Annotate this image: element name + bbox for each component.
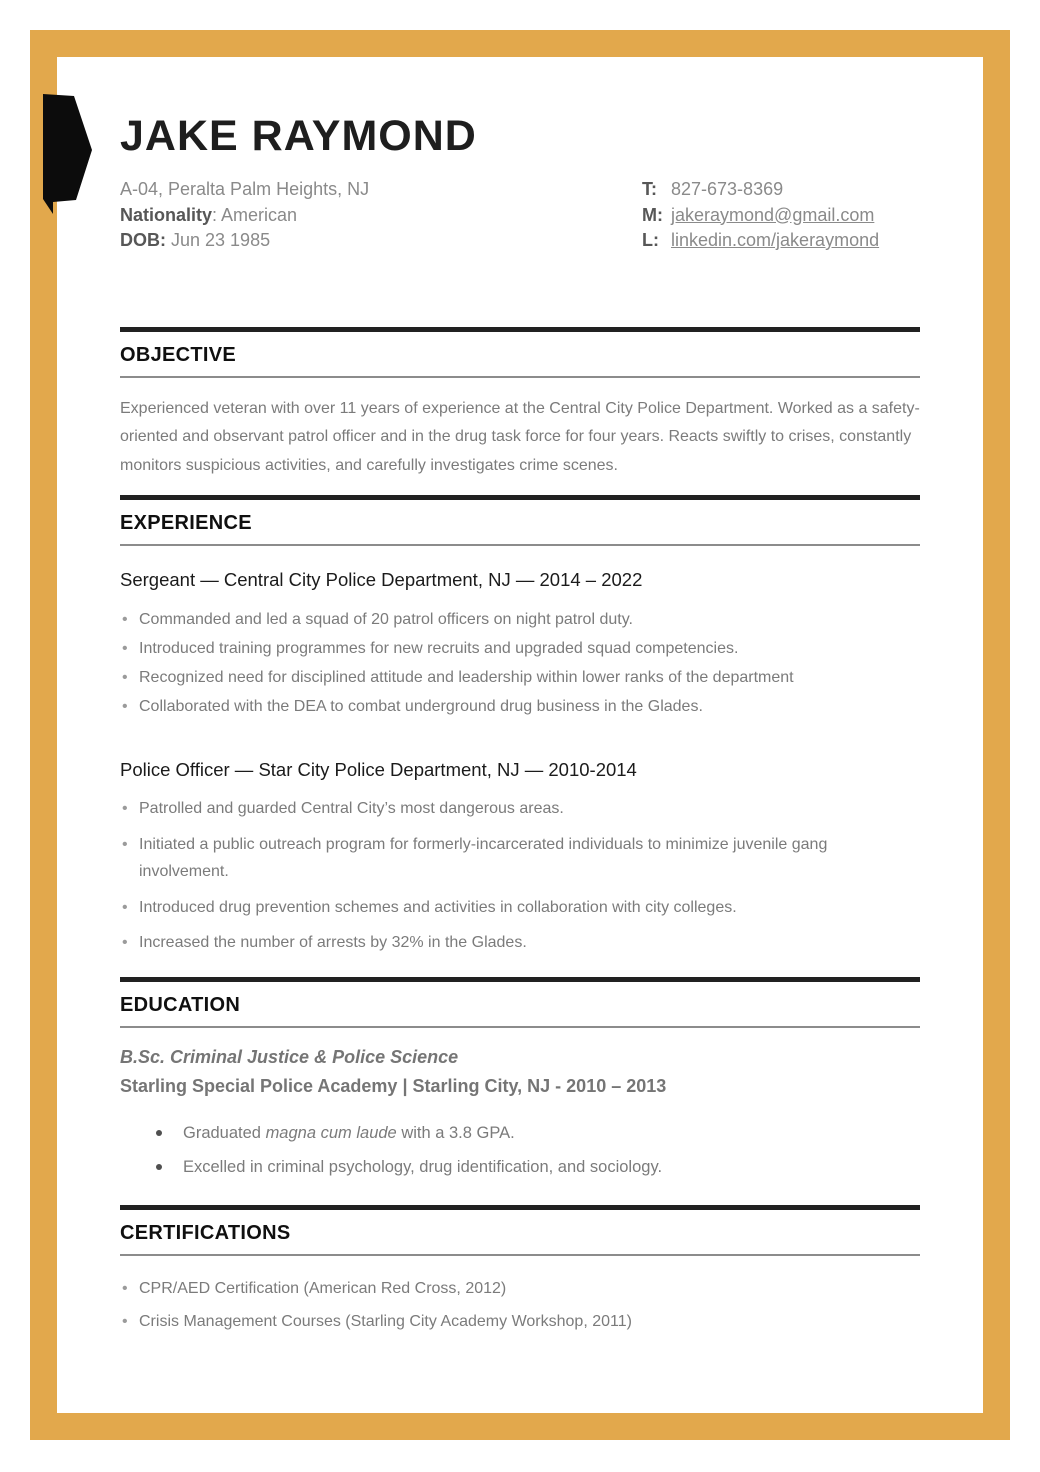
list-item: • Patrolled and guarded Central City’s most dangerous areas. [120,795,920,823]
list-item: • Crisis Management Courses (Starling City Academy Workshop, 2011) [120,1305,920,1338]
phone-label: T: [642,179,657,199]
edu-bullet-italic: magna cum laude [265,1123,397,1142]
address: A-04, Peralta Palm Heights, NJ [120,179,370,199]
section-objective-header [120,327,920,378]
section-education-header [120,977,920,1028]
phone-number: 827-673-8369 [671,179,784,199]
contact-details [642,177,920,254]
section-certifications-header [120,1205,920,1256]
person-name: JAKE RAYMOND [120,112,477,160]
job-bullets-sergeant [120,605,920,721]
list-item: • Increased the number of arrests by 32% in the Glades. [120,929,920,957]
section-experience-title: EXPERIENCE [120,512,252,534]
email-link[interactable]: jakeraymond@gmail.com [671,204,875,225]
nationality-line [120,203,642,229]
section-education [120,977,920,1184]
list-item: • Introduced drug prevention schemes and activities in collaboration with city colleges. [120,894,920,922]
linkedin-link[interactable]: linkedin.com/jakeraymond [671,230,880,250]
list-item: • Initiated a public outreach program for formerly-incarcerated individuals to minimize juvenile gang involvement. [120,831,920,886]
email-line [642,203,920,229]
linkedin-line [642,228,920,254]
education-bullets [120,1116,920,1184]
header-info-row [120,177,920,254]
resume-content [120,57,920,1338]
list-item: • CPR/AED Certification (American Red Cross, 2012) [120,1272,920,1305]
section-education-title: EDUCATION [120,993,241,1016]
section-objective [120,327,920,481]
job-title-sergeant: Sergeant — Central City Police Department, NJ — 2014 – 2022 [120,569,643,590]
section-certifications-title: CERTIFICATIONS [120,1221,291,1244]
job-title-police-officer: Police Officer — Star City Police Department, NJ — 2010-2014 [120,759,637,780]
list-item: • Introduced training programmes for new recruits and upgraded squad competencies. [120,634,920,663]
section-experience [120,495,920,957]
section-certifications [120,1205,920,1338]
linkedin-label: L: [642,230,659,250]
degree-name: B.Sc. Criminal Justice & Police Science [120,1046,459,1067]
dob-line [120,228,642,254]
school-name: Starling Special Police Academy | Starling City, NJ - 2010 – 2013 [120,1075,667,1096]
nationality-value: : American [212,204,298,225]
edu-bullet-post: with a 3.8 GPA. [396,1123,515,1142]
list-item: • Recognized need for disciplined attitude and leadership within lower ranks of the department [120,663,920,692]
section-objective-title: OBJECTIVE [120,343,237,366]
email-label: M: [642,204,663,225]
edu-bullet-pre: Excelled in criminal psychology, drug identification, and sociology. [183,1157,663,1176]
personal-details [120,177,642,254]
certification-bullets [120,1272,920,1338]
edu-bullet-pre: Graduated [183,1123,266,1142]
dob-value: Jun 23 1985 [166,230,271,250]
nationality-label: Nationality [120,204,213,225]
ribbon-badge-icon [42,93,93,215]
list-item [120,1150,920,1184]
phone-line [642,177,920,203]
objective-text: Experienced veteran with over 11 years of experience at the Central City Police Department. Worked as a safety-oriented and observant patrol officer and in the drug task force for four years. Reacts swiftly to crises, constantly monitors suspicious activities, and carefully investigates crime scenes. [120,399,920,474]
dob-label: DOB: [120,230,166,250]
section-experience-header [120,495,920,546]
job-bullets-police-officer [120,795,920,957]
list-item: • Commanded and led a squad of 20 patrol officers on night patrol duty. [120,605,920,634]
list-item [120,1116,920,1150]
list-item: • Collaborated with the DEA to combat underground drug business in the Glades. [120,692,920,721]
